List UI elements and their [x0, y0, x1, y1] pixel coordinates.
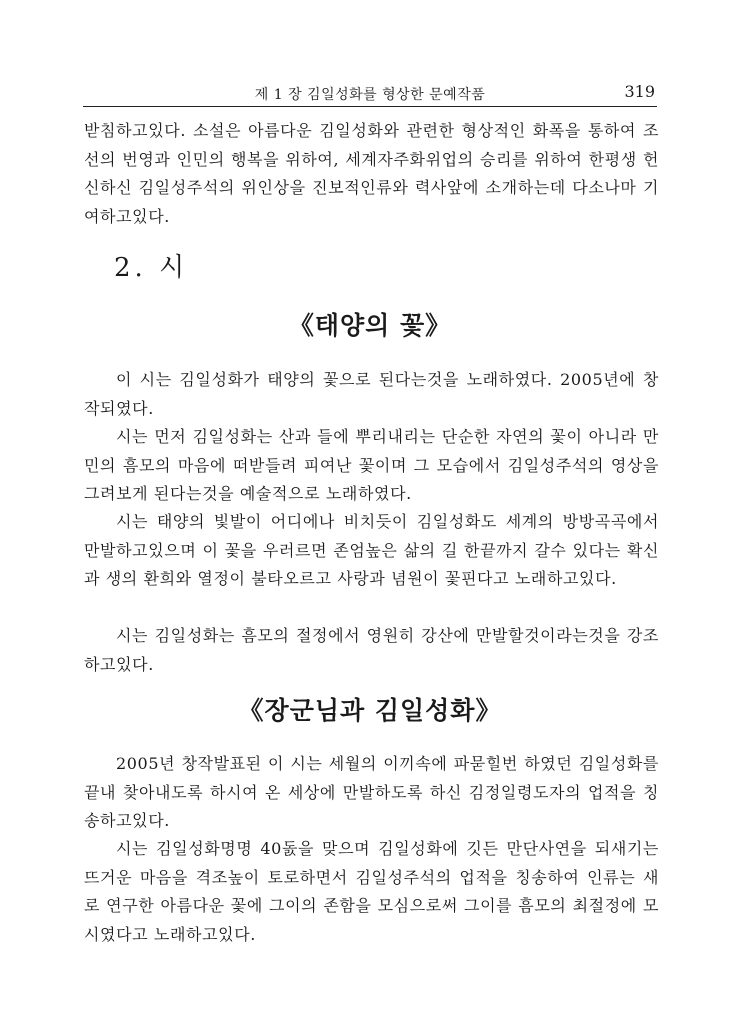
chapter-title: 제 1 장 김일성화를 형상한 문예작품 [254, 87, 486, 103]
poem1-paragraph-3: 시는 태양의 빛발이 어디에나 비치듯이 김일성화도 세계의 방방곡곡에서 만발하고있으며 이 꽃을 우러르면 존엄높은 삶의 길 한끝까지 갈수 있다는 확신과 생의 환희와 열정이 불타오르고 사랑과 념원이 꽃핀다고 노래하고있다. [84, 512, 659, 588]
poem1-paragraph-4: 시는 김일성화는 흠모의 절정에서 영원히 강산에 만발할것이라는것을 강조하고있다. [84, 626, 659, 674]
poem-title-general: 《장군님과 김일성화》 [238, 696, 502, 725]
poem2-paragraph-1: 2005년 창작발표된 이 시는 세월의 이끼속에 파묻힐번 하였던 김일성화를 끝내 찾아내도록 하시여 온 세상에 만발하도록 하신 김정일령도자의 업적을 칭송하고있다. [84, 754, 659, 830]
section-heading: 2. 시 [114, 253, 189, 283]
intro-paragraph: 받침하고있다. 소설은 아름다운 김일성화와 관련한 형상적인 화폭을 통하여 조선의 번영과 인민의 행복을 위하여, 세계자주화위업의 승리를 위하여 한평생 헌신하신 김일성주석의 위인상을 진보적인류와 력사앞에 소개하는데 다소나마 기여하고있다. [84, 121, 659, 226]
poem1-paragraph-1: 이 시는 김일성화가 태양의 꽃으로 된다는것을 노래하였다. 2005년에 창작되였다. [84, 370, 659, 418]
page-number: 319 [624, 82, 655, 101]
poem-title-sun-flower: 《태양의 꽃》 [288, 311, 452, 340]
poem2-paragraph-2: 시는 김일성화명명 40돐을 맞으며 김일성화에 깃든 만단사연을 되새기는 뜨거운 마음을 격조높이 토로하면서 김일성주석의 업적을 칭송하여 인류는 새로 연구한 아름다운 꽃에 그이의 존함을 모심으로써 그이를 흠모의 최절정에 모시였다고 노래하고있다. [84, 839, 659, 944]
running-header [83, 80, 657, 107]
poem1-paragraph-2: 시는 먼저 김일성화는 산과 들에 뿌리내리는 단순한 자연의 꽃이 아니라 만민의 흠모의 마음에 떠받들려 피여난 꽃이며 그 모습에서 김일성주석의 영상을 그려보게 된다는것을 예술적으로 노래하였다. [84, 427, 659, 503]
